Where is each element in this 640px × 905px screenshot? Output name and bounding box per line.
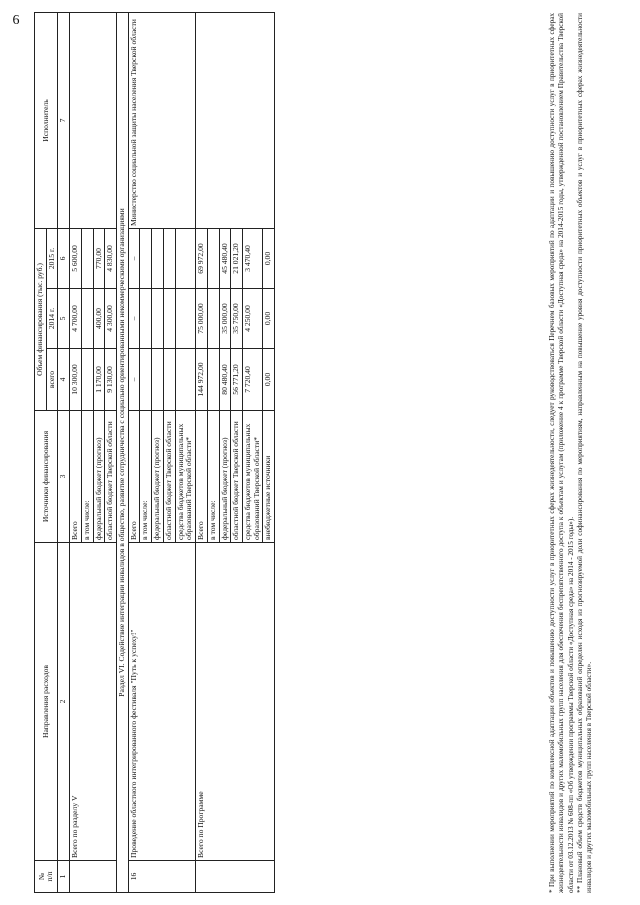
y2015-cell: 770,00 xyxy=(93,228,105,288)
item-executor: Министерство социальной защиты населения Тверской области xyxy=(128,12,195,228)
total-cell: 0,00 xyxy=(263,349,275,411)
y2014-cell: 35 750,00 xyxy=(231,289,243,349)
header-executor: Исполнитель xyxy=(35,12,58,228)
header-no: № п/п xyxy=(35,861,58,893)
source-cell: областной бюджет Тверской области xyxy=(231,411,243,543)
header-2015: 2015 г. xyxy=(46,228,58,288)
col-num-2: 2 xyxy=(58,543,70,861)
y2015-cell: – xyxy=(128,228,140,288)
footnotes xyxy=(548,13,595,893)
y2014-cell: 4 300,00 xyxy=(105,289,117,349)
financing-table xyxy=(34,12,275,893)
total-cell: 144 972,00 xyxy=(196,349,208,411)
y2014-cell: 0,00 xyxy=(263,289,275,349)
source-cell: Всего xyxy=(128,411,140,543)
total-cell: 7 720,40 xyxy=(242,349,262,411)
page-number: 6 xyxy=(12,13,20,28)
col-num-6: 6 xyxy=(58,228,70,288)
item-number: 16 xyxy=(128,861,195,893)
source-cell: Всего xyxy=(70,411,82,543)
y2015-cell: 45 480,40 xyxy=(219,228,231,288)
y2015-cell: 21 021,20 xyxy=(231,228,243,288)
section-heading-row xyxy=(117,12,129,892)
y2015-cell: 4 830,00 xyxy=(105,228,117,288)
header-direction: Направления расходов xyxy=(35,543,58,861)
footnote-2: ** Плановый объем средств бюджетов муниципальных образований определен исходя из прогнозируемой доли софинансирования по мероприятиям, направленным на повышение уровня доступности приоритетных объектов и услуг в приоритетных сферах жизнедеятельности инвалидов и других маломобильных групп населения в Тверской области». xyxy=(576,13,594,893)
column-numbers-row xyxy=(58,12,70,892)
section5-total-label: Всего по разделу V xyxy=(70,543,117,861)
program-total-label: Всего по Программе xyxy=(196,543,275,861)
source-cell: в том числе: xyxy=(207,411,219,543)
header-total: всего xyxy=(46,349,58,411)
y2014-cell: 4 250,00 xyxy=(242,289,262,349)
total-cell: 1 170,00 xyxy=(93,349,105,411)
y2015-cell: 69 972,00 xyxy=(196,228,208,288)
y2014-cell: – xyxy=(128,289,140,349)
source-cell: средства бюджетов муниципальных образований Тверской области* xyxy=(242,411,262,543)
section6-title: Раздел VI. Содействие интеграции инвалидов в общество, развитие сотрудничества с социально ориентированными некоммерческими организациями xyxy=(117,12,129,892)
source-cell: областной бюджет Тверской области xyxy=(163,411,175,543)
total-cell: 80 480,40 xyxy=(219,349,231,411)
source-cell: Всего xyxy=(196,411,208,543)
table-row xyxy=(128,12,140,892)
col-num-1: 1 xyxy=(58,861,70,893)
source-cell: федеральный бюджет (прогноз) xyxy=(219,411,231,543)
y2014-cell: 400,00 xyxy=(93,289,105,349)
y2014-cell: 35 000,00 xyxy=(219,289,231,349)
col-num-3: 3 xyxy=(58,411,70,543)
source-cell: областной бюджет Тверской области xyxy=(105,411,117,543)
table-row xyxy=(70,12,82,892)
footnote-1: * При выполнении мероприятий по комплексной адаптации объектов и повышению доступности услуг в приоритетных сферах жизнедеятельности, следует руководствоваться Перечнем базовых мероприятий по адаптации и повышению доступности услуг в приоритетных сферах жизнедеятельности инвалидов и других маломобильных групп населения для обеспечения беспрепятственного доступа к объектам и услугам (приложение 4 к программе Тверской области «Доступная среда» на 2014-2015 годы, утвержденной постановлением Правительства Тверской области от 03.12.2013 № 608-пп «Об утверждении программы Тверской области «Доступная среда» на 2014 - 2015 годы»). xyxy=(548,13,575,893)
table-row xyxy=(196,12,208,892)
col-num-5: 5 xyxy=(58,289,70,349)
total-cell: 56 771,20 xyxy=(231,349,243,411)
source-cell: федеральный бюджет (прогноз) xyxy=(152,411,164,543)
y2015-cell: 3 470,40 xyxy=(242,228,262,288)
y2015-cell: 5 600,00 xyxy=(70,228,82,288)
source-cell: федеральный бюджет (прогноз) xyxy=(93,411,105,543)
y2014-cell: 4 700,00 xyxy=(70,289,82,349)
total-cell: 10 300,00 xyxy=(70,349,82,411)
source-cell: средства бюджетов муниципальных образований Тверской области* xyxy=(175,411,195,543)
y2014-cell: 75 000,00 xyxy=(196,289,208,349)
source-cell: в том числе: xyxy=(140,411,152,543)
col-num-4: 4 xyxy=(58,349,70,411)
col-num-7: 7 xyxy=(58,12,70,228)
header-row xyxy=(35,12,47,892)
y2015-cell: 0,00 xyxy=(263,228,275,288)
header-volume: Объем финансирования (тыс. руб.) xyxy=(35,228,47,410)
source-cell: в том числе: xyxy=(81,411,93,543)
source-cell: внебюджетные источники xyxy=(263,411,275,543)
header-sources: Источники финансирования xyxy=(35,411,58,543)
header-2014: 2014 г. xyxy=(46,289,58,349)
total-cell: – xyxy=(128,349,140,411)
item-name: Проведение областного интегрированного фестиваля "Путь к успеху!" xyxy=(128,543,195,861)
total-cell: 9 130,00 xyxy=(105,349,117,411)
